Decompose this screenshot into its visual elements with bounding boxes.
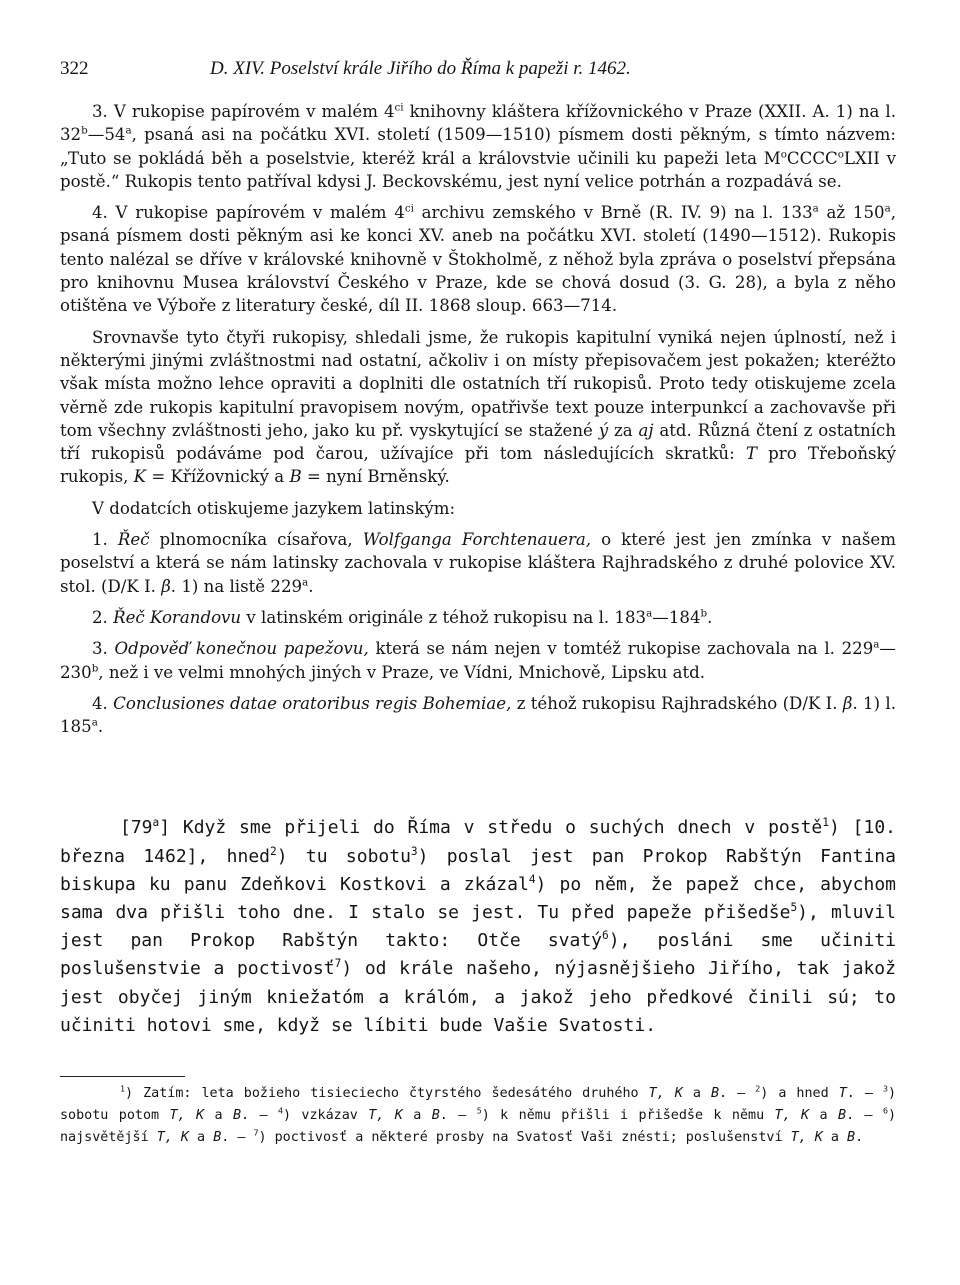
manuscript-description-3: 3. V rukopise papírovém v malém $4^{ci}$ knihovny kláštera křížovnického v Praze (XXII. A. 1) na l. 32$^b$—54$^a$, psaná asi na počátku XVI. století (1509—1510) písmem dosti pěkným, s tímto názvem: „Tuto se pokládá běh a poselstvie, kteréž král a královstvie učinili ku papeži leta $M^oCCCC^oLXII$ v postě.“ Rukopis tento patříval kdysi J. Beckovskému, jest nyní velice potrhán a rozpadává se. xyxy=(60,101,896,191)
appendix-item-1: 1. Řeč plnomocníka císařova, Wolfganga Forchtenauera, o které jest jen zmínka v našem poselství a která se nám latinsky zachovala v rukopise kláštera Rajhradského z druhé polovice XV. stol. (D/K I. β. 1) na listě 229$^a$. xyxy=(60,530,896,596)
footnote-divider xyxy=(60,1076,185,1077)
footnotes xyxy=(60,1083,896,1149)
appendix-item-3: 3. Odpověď konečnou papežovu, která se nám nejen v tomtéž rukopise zachovala na l. 229$^a$—230$^b$, než i ve velmi mnohých jiných v Praze, ve Vídni, Mnichově, Lipsku atd. xyxy=(60,638,896,682)
appendix-item-4: 4. Conclusiones datae oratoribus regis Bohemiae, z téhož rukopisu Rajhradského (D/K I. β. 1) l. 185$^a$. xyxy=(60,693,897,737)
manuscript-description-4: 4. V rukopise papírovém v malém $4^{ci}$ archivu zemského v Brně (R. IV. 9) na l. 133$^a$ až 150$^a$, psaná písmem dosti pěkným asi ke konci XV. aneb na počátku XVI. století (1490—1512). Rukopis tento nalézal se dříve v královské knihovně v Štokholmě, z něhož byla zpráva o poselství přepsána pro knihovnu Musea království Českého v Praze, kde se chová dosud (3. G. 28), a byla z něho otištěna ve Výboře z literatury české, díl II. 1868 sloup. 663—714. xyxy=(60,202,896,316)
main-text xyxy=(60,814,896,1040)
intro-section xyxy=(60,100,896,738)
appendix-item-2: 2. Řeč Korandovu v latinském originále z téhož rukopisu na l. 183$^a$—184$^b$. xyxy=(92,607,713,627)
page-number: 322 xyxy=(60,58,89,79)
main-paragraph: [79$^a$] Když sme přijeli do Říma v středu o suchých dnech v postě$^1$) [10. března 1462], hned$^2$) tu sobotu$^3$) poslal jest pan Prokop Rabštýn Fantina biskupa ku panu Zdeňkovi Kostkovi a zkázal$^4$) po něm, že papež chce, abychom sama dva přišli toho dne. I stalo se jest. Tu před papeže přišedše$^5$), mluvil jest pan Prokop Rabštýn takto: Otče svatý$^6$), posláni sme učiniti poslušenstvie a poctivosť$^7$) od krále našeho, nýjasnějšieho Jiřího, tak jakož jest obyčej jiným kniežatóm a králóm, a jakož jeho předkové činili sú; to učiniti hotovi sme, když se líbiti bude Vašie Svatosti. xyxy=(60,816,897,1036)
appendix-intro: V dodatcích otiskujeme jazykem latinským: xyxy=(92,498,456,518)
page xyxy=(60,52,896,1149)
page-header xyxy=(60,52,896,92)
footnote-text: $^1$) Zatím: leta božieho tisieciecho čtyrstého šedesátého druhého T, K a B. — $^2$) a hned T. — $^3$) sobotu potom T, K a B. — $^4$) vzkázav T, K a B. — $^5$) k němu přišli i přišedše k němu T, K a B. — $^6$) najsvětější T, K a B. — $^7$) poctivosť a některé prosby na Svatosť Vaši znésti; poslušenství T, K a B. xyxy=(60,1083,897,1146)
running-title: D. XIV. Poselství krále Jiřího do Říma k papeži r. 1462. xyxy=(210,58,631,79)
editorial-method-paragraph: Srovnavše tyto čtyři rukopisy, shledali jsme, že rukopis kapitulní vyniká nejen úplností, než i některými jinými zvláštnostmi nad ostatní, ačkoliv i on místy přepisovačem jest pokažen; kteréžto však místa možno lehce opraviti a doplniti dle ostatních tří rukopisů. Proto tedy otiskujeme zcela věrně zde rukopis kapitulní pravopisem novým, opatřivše text pouze interpunkcí a zachovavše při tom všechny zvláštnosti jeho, jako ku př. vyskytující se stažené ý za aj atd. Různá čtení z ostatních tří rukopisů podáváme pod čarou, užívajíce při tom následujících skratků: T pro Třeboňský rukopis, K = Křížovnický a B = nyní Brněnský. xyxy=(60,327,896,487)
